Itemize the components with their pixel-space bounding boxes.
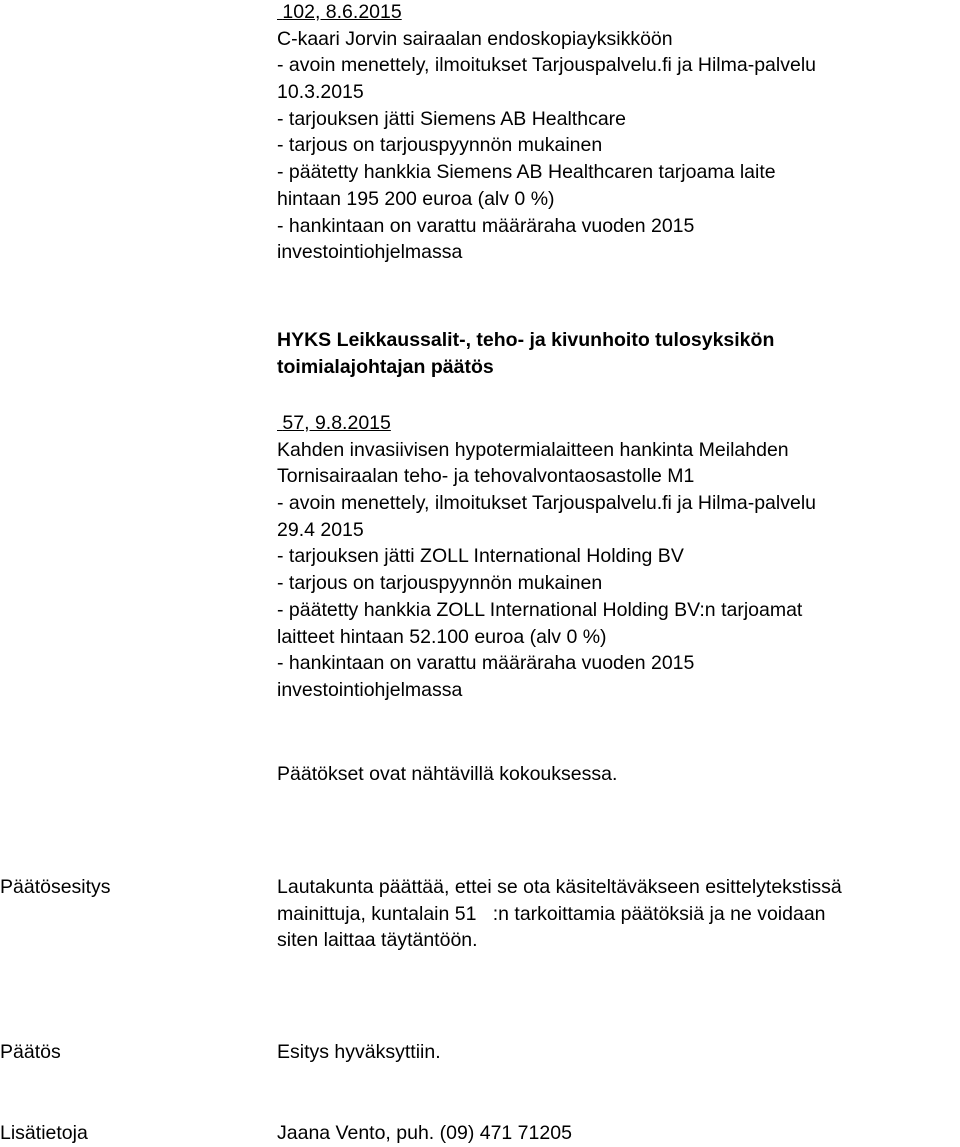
decision-line: investointiohjelmassa: [277, 678, 463, 701]
decision-line: - päätetty hankkia ZOLL International Holding BV:n tarjoamat: [277, 598, 803, 621]
decision-block-1: [277, 0, 957, 266]
decision-line: Kahden invasiivisen hypotermialaitteen hankinta Meilahden: [277, 438, 789, 461]
decision-line: - tarjouksen jätti Siemens AB Healthcare: [277, 107, 627, 130]
decision-line: hintaan 195 200 euroa (alv 0 %): [277, 187, 555, 210]
proposal-line: [277, 901, 957, 928]
decision-reference-text: 57, 9.8.2015: [282, 412, 391, 434]
decision-line: - tarjous on tarjouspyynnön mukainen: [277, 572, 603, 595]
info-text: Jaana Vento, puh. (09) 471 71205: [277, 1122, 572, 1144]
decision-line: - hankintaan on varattu määräraha vuoden 2015: [277, 652, 695, 675]
section-heading-line: toimialajohtajan päätös: [277, 355, 494, 378]
section-heading-line: HYKS Leikkaussalit-, teho- ja kivunhoito tulosyksikön: [277, 329, 775, 351]
decision-reference: [277, 0, 957, 26]
info-text-block: [277, 1120, 957, 1147]
section-sign: §: [481, 902, 493, 925]
proposal-text-block: [277, 874, 957, 954]
decision-line: 10.3.2015: [277, 81, 364, 104]
decision-text-block: [277, 1039, 957, 1066]
section-heading: [277, 327, 957, 380]
notice-text: Päätökset ovat nähtävillä kokouksessa.: [277, 763, 618, 785]
decision-block-2: [277, 410, 957, 704]
notice-text-block: [277, 761, 957, 788]
decision-line: - hankintaan on varattu määräraha vuoden 2015: [277, 214, 695, 237]
proposal-line-text: :n tarkoittamia päätöksiä ja ne voidaan: [492, 902, 826, 925]
decision-label: Päätös: [0, 1041, 61, 1063]
decision-line: investointiohjelmassa: [277, 241, 463, 264]
decision-line: Tornisairaalan teho- ja tehovalvontaosastolle M1: [277, 465, 695, 488]
info-label: Lisätietoja: [0, 1122, 88, 1144]
decision-line: - avoin menettely, ilmoitukset Tarjouspalvelu.fi ja Hilma-palvelu: [277, 54, 817, 77]
decision-line: - avoin menettely, ilmoitukset Tarjouspalvelu.fi ja Hilma-palvelu: [277, 492, 817, 515]
decision-line: - päätetty hankkia Siemens AB Healthcaren tarjoama laite: [277, 161, 776, 184]
decision-line: - tarjouksen jätti ZOLL International Holding BV: [277, 545, 684, 568]
decision-reference-text: 102, 8.6.2015: [282, 1, 402, 23]
proposal-label: Päätösesitys: [0, 876, 111, 898]
decision-line: C-kaari Jorvin sairaalan endoskopiayksikköön: [277, 27, 673, 50]
proposal-line-text: mainittuja, kuntalain 51: [277, 902, 482, 925]
decision-line: laitteet hintaan 52.100 euroa (alv 0 %): [277, 625, 607, 648]
decision-line: - tarjous on tarjouspyynnön mukainen: [277, 134, 603, 157]
decision-line: 29.4 2015: [277, 518, 364, 541]
proposal-line: Lautakunta päättää, ettei se ota käsiteltäväkseen esittelytekstissä: [277, 876, 842, 898]
proposal-line: siten laittaa täytäntöön.: [277, 929, 478, 952]
decision-text: Esitys hyväksyttiin.: [277, 1041, 441, 1063]
decision-reference: [277, 410, 957, 437]
